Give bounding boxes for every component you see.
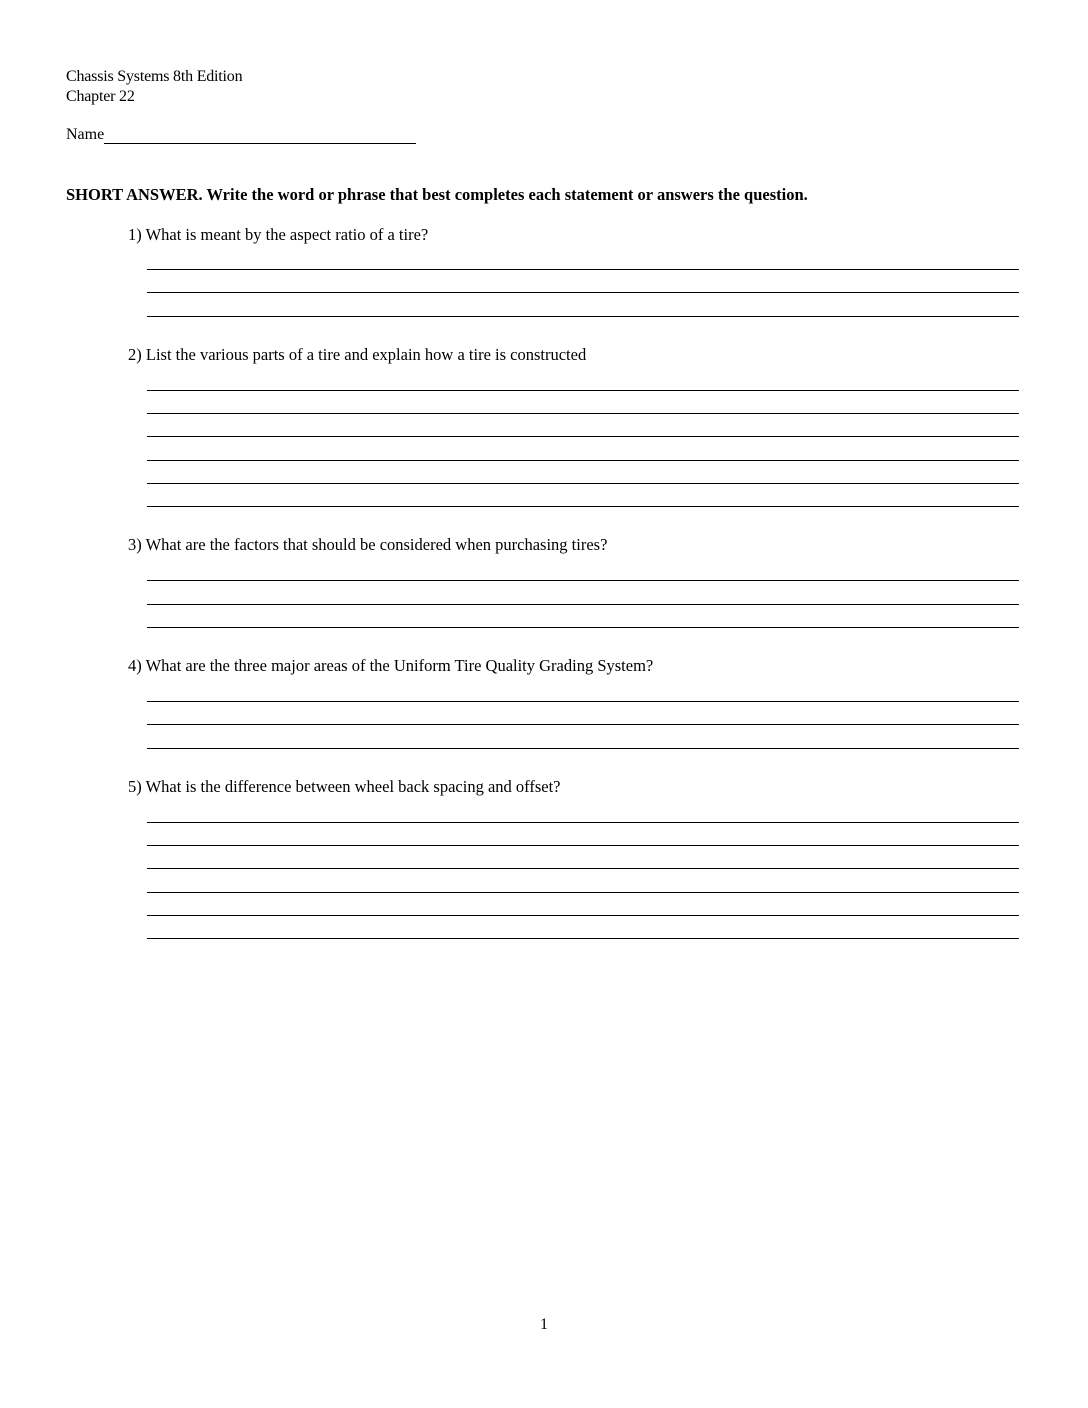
- question-text: 5) What is the difference between wheel back spacing and offset?: [128, 777, 561, 796]
- answer-line[interactable]: [147, 892, 1019, 893]
- answer-line[interactable]: [147, 269, 1019, 270]
- answer-line[interactable]: [147, 748, 1019, 749]
- answer-line[interactable]: [147, 868, 1019, 869]
- section-heading: SHORT ANSWER. Write the word or phrase that best completes each statement or answers the question.: [66, 185, 808, 204]
- answer-line[interactable]: [147, 724, 1019, 725]
- answer-line[interactable]: [147, 460, 1019, 461]
- answer-line[interactable]: [147, 604, 1019, 605]
- question-2: [128, 345, 1020, 365]
- question-3: [128, 535, 1020, 555]
- name-row: [66, 125, 416, 144]
- answer-line[interactable]: [147, 413, 1019, 414]
- answer-line[interactable]: [147, 436, 1019, 437]
- question-1: [128, 225, 1020, 245]
- answer-line[interactable]: [147, 845, 1019, 846]
- answer-line[interactable]: [147, 580, 1019, 581]
- answer-line[interactable]: [147, 822, 1019, 823]
- question-4: [128, 656, 1020, 676]
- page-number: 1: [540, 1316, 548, 1333]
- answer-line[interactable]: [147, 627, 1019, 628]
- name-label: Name: [66, 126, 105, 143]
- answer-line[interactable]: [147, 292, 1019, 293]
- answer-line[interactable]: [147, 938, 1019, 939]
- course-title: Chassis Systems 8th Edition: [66, 68, 243, 85]
- question-text: 2) List the various parts of a tire and explain how a tire is constructed: [128, 345, 587, 364]
- answer-line[interactable]: [147, 701, 1019, 702]
- question-text: 1) What is meant by the aspect ratio of a tire?: [128, 225, 429, 244]
- answer-line[interactable]: [147, 506, 1019, 507]
- name-blank-line[interactable]: [104, 125, 416, 144]
- answer-line[interactable]: [147, 915, 1019, 916]
- chapter-label: Chapter 22: [66, 88, 135, 105]
- question-text: 4) What are the three major areas of the Uniform Tire Quality Grading System?: [128, 656, 654, 675]
- answer-line[interactable]: [147, 390, 1019, 391]
- answer-line[interactable]: [147, 316, 1019, 317]
- question-5: [128, 777, 1020, 797]
- question-text: 3) What are the factors that should be considered when purchasing tires?: [128, 535, 608, 554]
- answer-line[interactable]: [147, 483, 1019, 484]
